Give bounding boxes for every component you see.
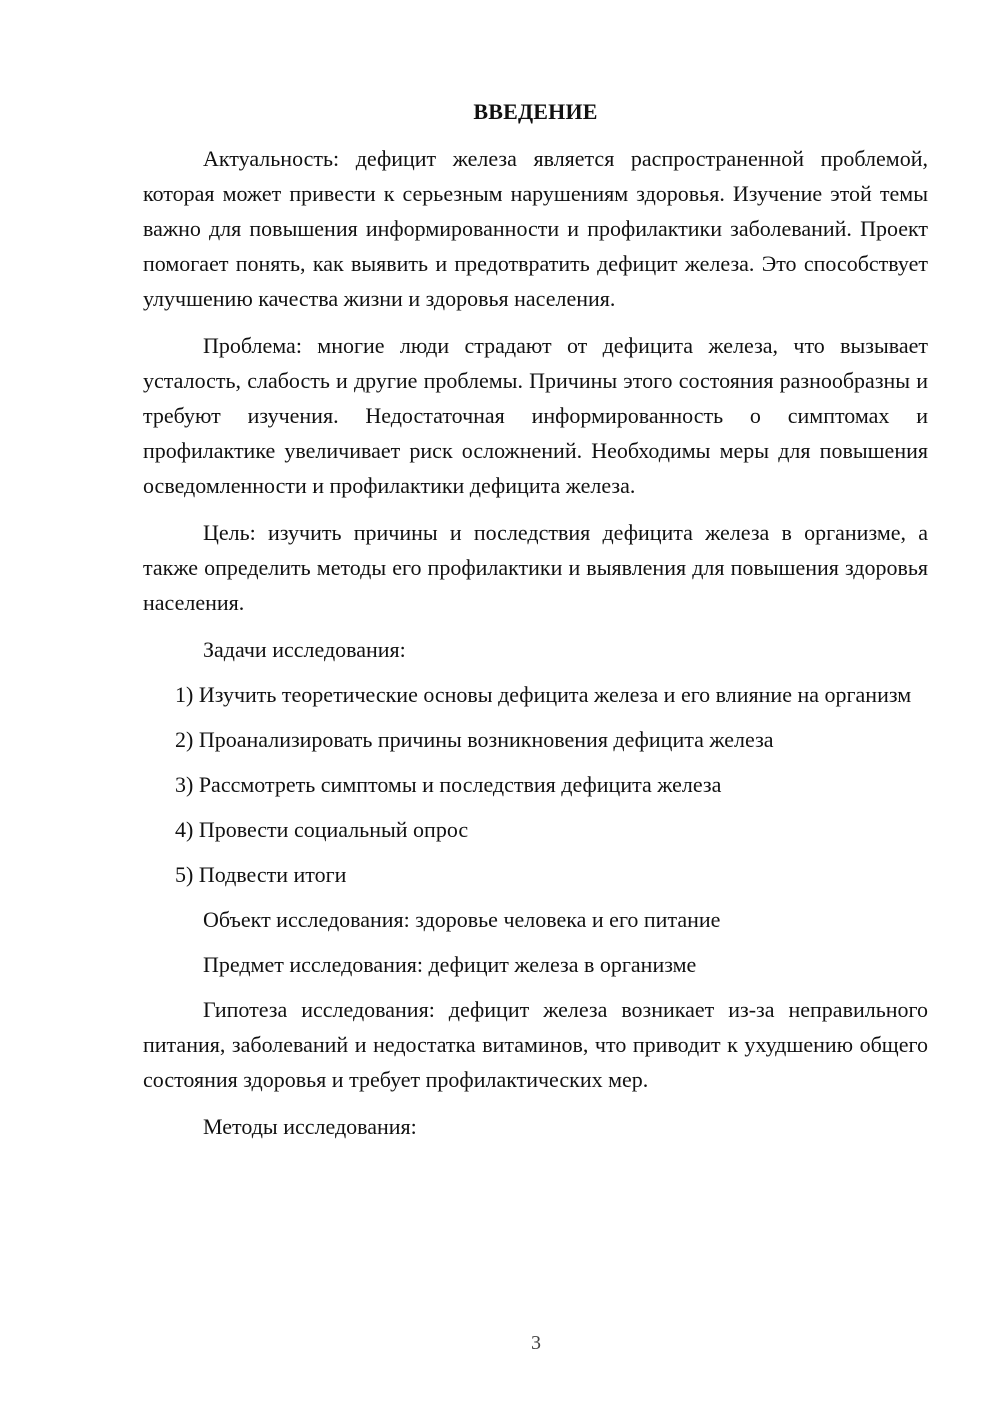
list-item: 3) Рассмотреть симптомы и последствия дефицита железа: [175, 772, 722, 797]
tasks-label: Задачи исследования:: [203, 637, 406, 662]
list-item: 5) Подвести итоги: [175, 862, 347, 887]
paragraph-hypothesis: Гипотеза исследования: дефицит железа возникает из-за неправильного питания, заболеваний и недостатка витаминов, что приводит к ухудшению общего состояния здоровья и требует профилактических мер.: [143, 997, 928, 1092]
list-item: 2) Проанализировать причины возникновения дефицита железа: [175, 727, 774, 752]
methods-label: Методы исследования:: [203, 1114, 417, 1139]
paragraph-object: Объект исследования: здоровье человека и его питание: [203, 907, 721, 932]
page-number: 3: [531, 1332, 541, 1354]
section-heading: ВВЕДЕНИЕ: [473, 99, 598, 124]
paragraph-problem: Проблема: многие люди страдают от дефицита железа, что вызывает усталость, слабость и другие проблемы. Причины этого состояния разнообразны и требуют изучения. Недостаточная информированность о симптомах и профилактике увеличивает риск осложнений. Необходимы меры для повышения осведомленности и профилактики дефицита железа.: [143, 333, 928, 498]
page-content: [143, 94, 928, 1154]
paragraph-goal: Цель: изучить причины и последствия дефицита железа в организме, а также определить методы его профилактики и выявления для повышения здоровья населения.: [143, 520, 928, 615]
list-item: 1) Изучить теоретические основы дефицита железа и его влияние на организм: [175, 682, 912, 707]
list-item: 4) Провести социальный опрос: [175, 817, 469, 842]
paragraph-subject: Предмет исследования: дефицит железа в организме: [203, 952, 697, 977]
tasks-list: [143, 677, 928, 892]
paragraph-relevance: Актуальность: дефицит железа является распространенной проблемой, которая может привести к серьезным нарушениям здоровья. Изучение этой темы важно для повышения информированности и профилактики заболеваний. Проект помогает понять, как выявить и предотвратить дефицит железа. Это способствует улучшению качества жизни и здоровья населения.: [143, 146, 928, 311]
